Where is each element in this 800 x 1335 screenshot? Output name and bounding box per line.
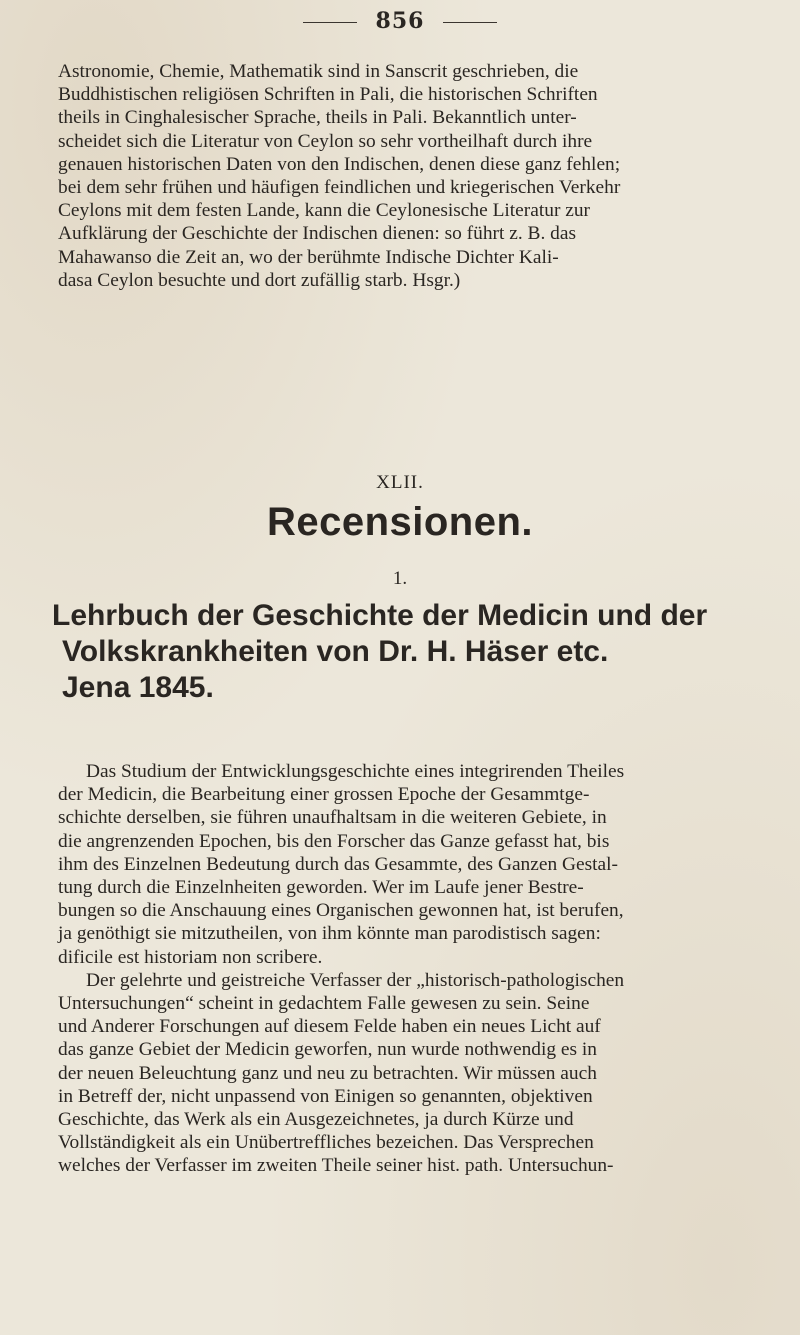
text-line: tung durch die Einzelnheiten geworden. Wer im Laufe jener Bestre- — [58, 877, 584, 899]
text-line: Buddhistischen religiösen Schriften in Pali, die historischen Schriften — [58, 84, 598, 106]
top-paragraph — [58, 60, 764, 292]
text-line: ja genöthigt sie mitzutheilen, von ihm könnte man parodistisch sagen: — [58, 923, 601, 945]
text-line: theils in Cinghalesischer Sprache, theils in Pali. Bekanntlich unter- — [58, 107, 577, 129]
reviewed-book-title — [52, 598, 772, 706]
book-title-line: Volkskrankheiten von Dr. H. Häser etc. — [62, 635, 609, 668]
text-line: welches der Verfasser im zweiten Theile seiner hist. path. Untersuchun- — [58, 1155, 614, 1177]
text-line: scheidet sich die Literatur von Ceylon so sehr vortheilhaft durch ihre — [58, 130, 593, 152]
text-line: Aufklärung der Geschichte der Indischen dienen: so führt z. B. das — [58, 223, 576, 245]
text-line: Geschichte, das Werk als ein Ausgezeichnetes, ja durch Kürze und — [58, 1109, 574, 1131]
section-title: Recensionen. — [266, 500, 534, 544]
text-line: das ganze Gebiet der Medicin geworfen, nun wurde nothwendig es in — [58, 1039, 597, 1061]
header-rule-right — [443, 22, 497, 23]
review-paragraph-2 — [58, 969, 764, 1178]
text-line: der Medicin, die Bearbeitung einer grossen Epoche der Gesammtge- — [58, 784, 590, 806]
text-line: Vollständigkeit als ein Unübertreffliches bezeichen. Das Versprechen — [58, 1132, 594, 1154]
book-title-line: Jena 1845. — [62, 671, 214, 704]
text-line: ihm des Einzelnen Bedeutung durch das Gesammte, des Ganzen Gestal- — [58, 853, 618, 875]
text-line: schichte derselben, sie führen unaufhaltsam in die weiteren Gebiete, in — [58, 807, 607, 829]
text-line: dificile est historiam non scribere. — [58, 946, 323, 968]
review-paragraph-1 — [58, 760, 764, 969]
text-line: und Anderer Forschungen auf diesem Felde haben ein neues Licht auf — [58, 1016, 601, 1038]
text-line: Der gelehrte und geistreiche Verfasser der „historisch-pathologischen — [86, 969, 625, 991]
header-rule-left — [303, 22, 357, 23]
text-line: in Betreff der, nicht unpassend von Einigen so genannten, objektiven — [58, 1085, 593, 1107]
text-line: Astronomie, Chemie, Mathematik sind in Sanscrit geschrieben, die — [58, 61, 579, 82]
page-number: 856 — [375, 8, 425, 34]
text-line: die angrenzenden Epochen, bis den Forscher das Ganze gefasst hat, bis — [58, 830, 610, 852]
text-line: dasa Ceylon besuchte und dort zufällig starb. Hsgr.) — [58, 269, 461, 291]
text-line: bungen so die Anschauung eines Organischen gewonnen hat, ist berufen, — [58, 900, 624, 922]
text-line: Das Studium der Entwicklungsgeschichte eines integrirenden Theiles — [86, 761, 625, 782]
text-line: Ceylons mit dem festen Lande, kann die Ceylonesische Literatur zur — [58, 200, 591, 222]
review-body — [58, 760, 764, 1178]
text-line: Mahawanso die Zeit an, wo der berühmte Indische Dichter Kali- — [58, 246, 559, 268]
text-line: bei dem sehr frühen und häufigen feindlichen und kriegerischen Verkehr — [58, 177, 621, 199]
section-number: XLII. — [376, 472, 424, 493]
book-title-line: Lehrbuch der Geschichte der Medicin und der — [52, 599, 708, 632]
page-header — [0, 8, 800, 34]
text-line: Untersuchungen“ scheint in gedachtem Falle gewesen zu sein. Seine — [58, 993, 590, 1015]
text-line: der neuen Beleuchtung ganz und neu zu betrachten. Wir müssen auch — [58, 1062, 597, 1084]
text-line: genauen historischen Daten von den Indischen, denen diese ganz fehlen; — [58, 153, 621, 175]
review-item-number: 1. — [392, 568, 408, 589]
